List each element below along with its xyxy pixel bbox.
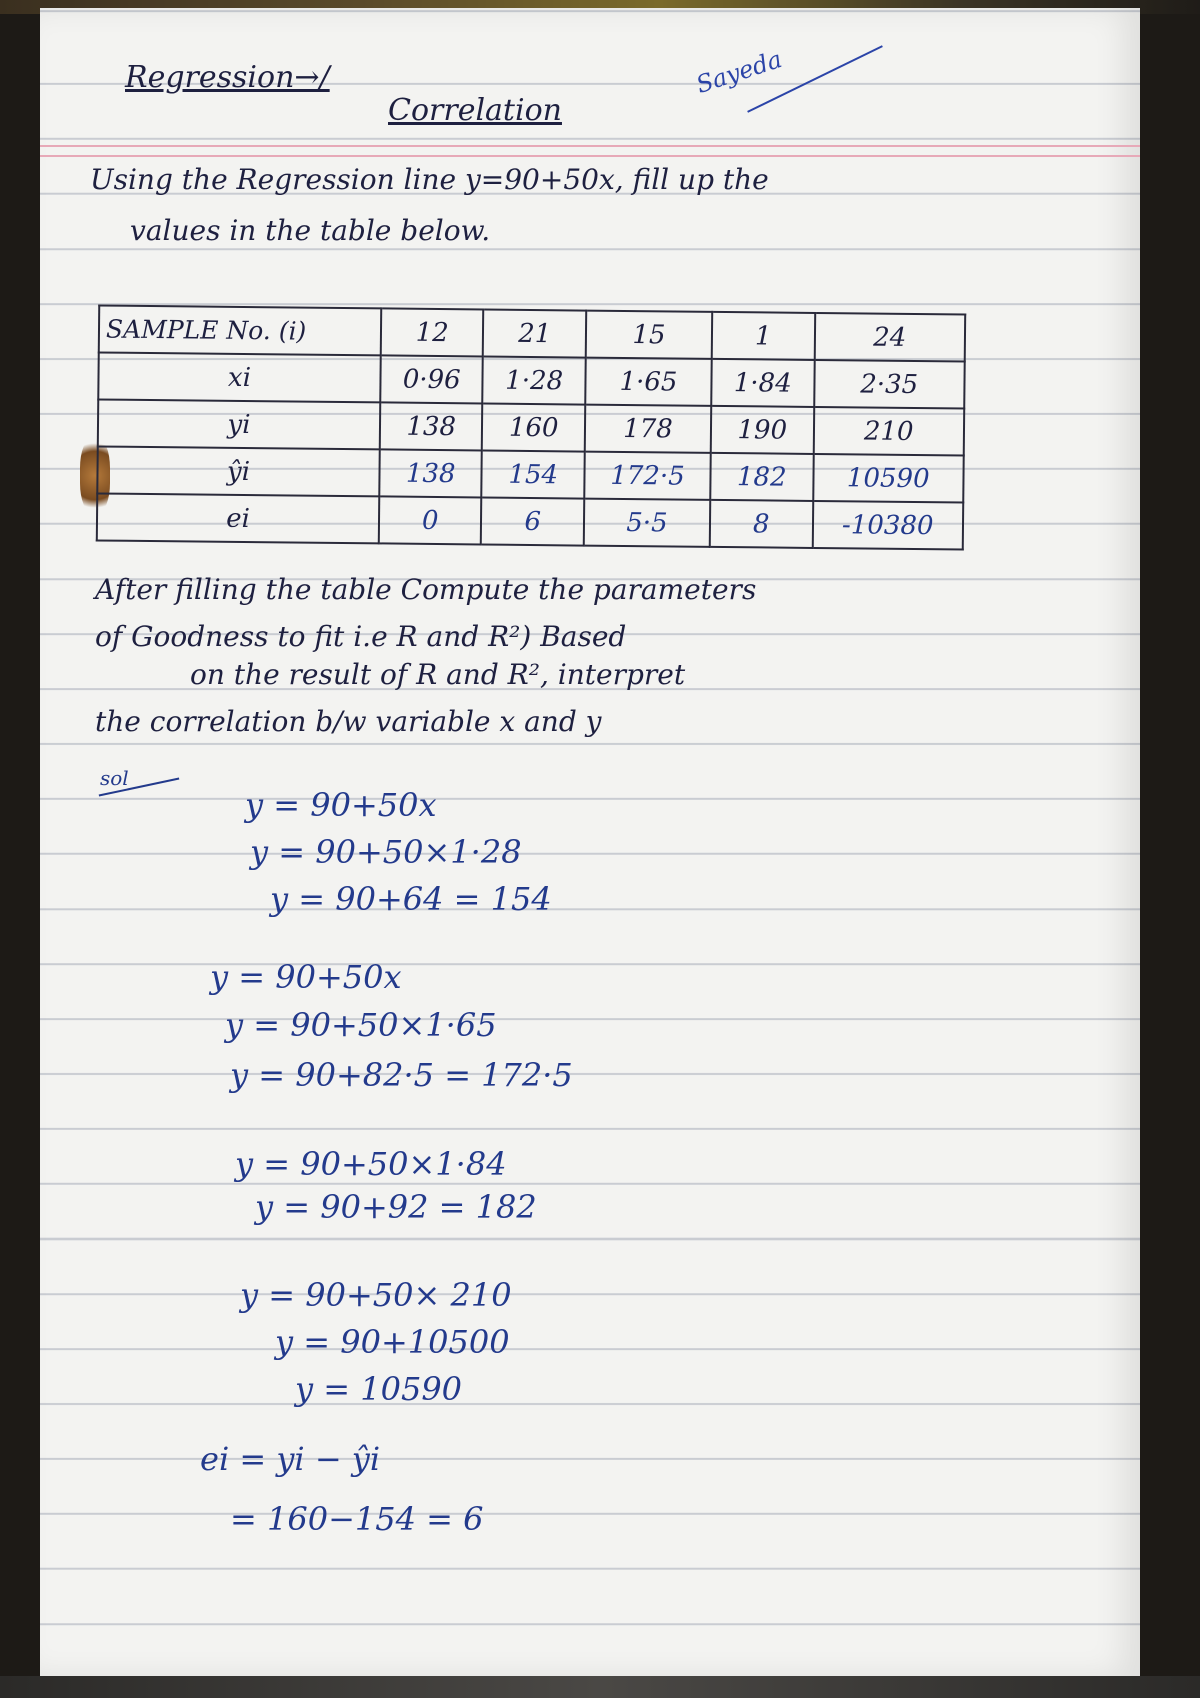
work-line: y = 90+50x [245,786,437,824]
table-cell: 24 [814,313,965,362]
table-cell: 138 [379,449,482,497]
values-table [96,304,966,550]
table-cell: 154 [482,450,585,498]
task-line-4: the correlation b/w variable x and y [95,705,602,738]
table-cell: 1·28 [483,356,586,404]
task-line-1: After filling the table Compute the parameters [95,573,757,606]
row-label-yi: yi [98,399,380,449]
photo-background-bottom [0,1676,1200,1698]
work-line: y = 90+10500 [275,1323,510,1361]
table-cell: 1·65 [585,358,712,406]
work-line: y = 90+92 = 182 [255,1188,537,1226]
table-cell: 12 [381,308,484,356]
table-cell: 15 [586,311,713,359]
row-label-xi: xi [98,352,380,402]
task-line-3: on the result of R and R², interpret [190,658,686,691]
work-line: y = 90+50×1·84 [235,1145,507,1183]
table-cell: 160 [482,403,585,451]
row-label-ei: ei [97,493,379,543]
table-cell: 0·96 [380,355,483,403]
heading-regression: Regression→/ [125,60,330,95]
page-margin-line [40,145,1140,157]
table-cell: 190 [711,406,814,454]
work-line: y = 90+64 = 154 [270,880,552,918]
work-line: y = 90+50x [210,958,402,996]
table-cell: 1 [712,312,815,360]
question-line-2: values in the table below. [130,214,491,247]
solution-label: sol [100,766,129,790]
signature: Sayeda [692,45,786,99]
heading-correlation: Correlation [388,93,562,128]
task-line-2: of Goodness to fit i.e R and R²) Based [95,620,627,653]
work-line: y = 90+82·5 = 172·5 [230,1056,573,1094]
table-cell: 10590 [813,454,964,503]
table-cell: 1·84 [711,359,814,407]
row-label-sample-no: SAMPLE No. (i) [99,305,381,355]
table-cell: 210 [813,407,964,456]
table-cell: 178 [585,405,712,453]
question-line-1: Using the Regression line y=90+50x, fill up the [90,163,769,196]
table-cell: -10380 [812,501,963,550]
table-cell: 138 [380,402,483,450]
work-line: y = 90+50×1·28 [250,833,522,871]
table-cell: 6 [481,497,584,545]
work-line: ei = yi − ŷi [200,1440,381,1478]
notebook-page [40,8,1140,1676]
table-cell: 21 [483,309,586,357]
table-cell: 182 [710,453,813,501]
table-cell: 5·5 [584,499,711,547]
table-cell: 0 [379,496,482,544]
table-row [97,493,963,549]
table-cell: 2·35 [814,360,965,409]
work-line: = 160−154 = 6 [230,1500,484,1538]
row-label-yi-hat: ŷi [97,446,379,496]
table-cell: 172·5 [584,452,711,500]
table-cell: 8 [710,500,813,548]
work-line: y = 10590 [295,1370,463,1408]
work-line: y = 90+50×1·65 [225,1006,497,1044]
work-line: y = 90+50× 210 [240,1276,512,1314]
